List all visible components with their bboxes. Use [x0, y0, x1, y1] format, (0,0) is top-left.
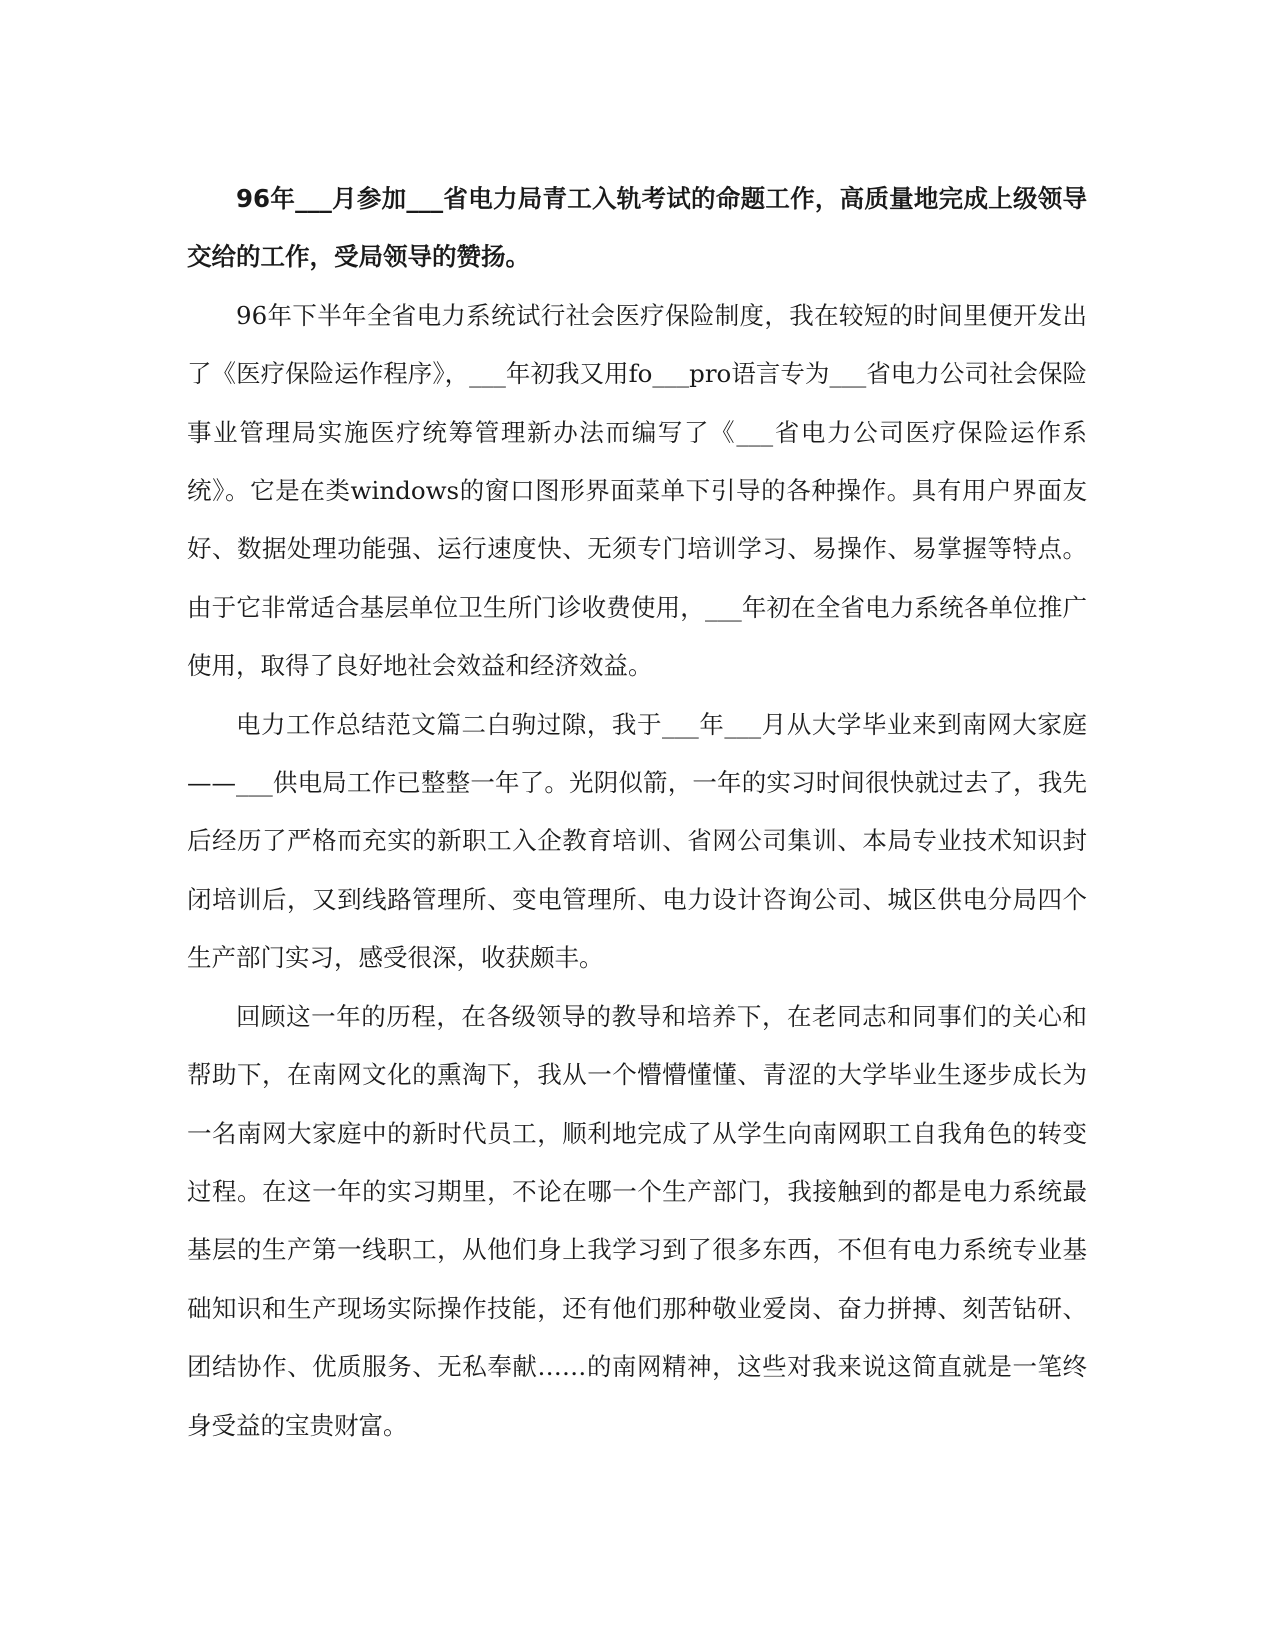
- paragraph-1: 96年___月参加___省电力局青工入轨考试的命题工作，高质量地完成上级领导交给的工作，受局领导的赞扬。: [187, 184, 1087, 272]
- paragraph-2: 96年下半年全省电力系统试行社会医疗保险制度，我在较短的时间里便开发出了《医疗保险运作程序》，___年初我又用fo___pro语言专为___省电力公司社会保险事业管理局实施医疗统筹管理新办法而编写了《___省电力公司医疗保险运作系统》。它是在类windows的窗口图形界面菜单下引导的各种操作。具有用户界面友好、数据处理功能强、运行速度快、无须专门培训学习、易操作、易掌握等特点。由于它非常适合基层单位卫生所门诊收费使用，___年初在全省电力系统各单位推广使用，取得了良好地社会效益和经济效益。: [187, 300, 1087, 681]
- document-body: [187, 170, 1087, 1455]
- paragraph-4: 回顾这一年的历程，在各级领导的教导和培养下，在老同志和同事们的关心和帮助下，在南网文化的熏淘下，我从一个懵懵懂懂、青涩的大学毕业生逐步成长为一名南网大家庭中的新时代员工，顺利地完成了从学生向南网职工自我角色的转变过程。在这一年的实习期里，不论在哪一个生产部门，我接触到的都是电力系统最基层的生产第一线职工，从他们身上我学习到了很多东西，不但有电力系统专业基础知识和生产现场实际操作技能，还有他们那种敬业爱岗、奋力拼搏、刻苦钻研、团结协作、优质服务、无私奉献……的南网精神，这些对我来说这简直就是一笔终身受益的宝贵财富。: [187, 1001, 1087, 1440]
- paragraph-3: 电力工作总结范文篇二白驹过隙，我于___年___月从大学毕业来到南网大家庭——___供电局工作已整整一年了。光阴似箭，一年的实习时间很快就过去了，我先后经历了严格而充实的新职工入企教育培训、省网公司集训、本局专业技术知识封闭培训后，又到线路管理所、变电管理所、电力设计咨询公司、城区供电分局四个生产部门实习，感受很深，收获颇丰。: [187, 709, 1087, 973]
